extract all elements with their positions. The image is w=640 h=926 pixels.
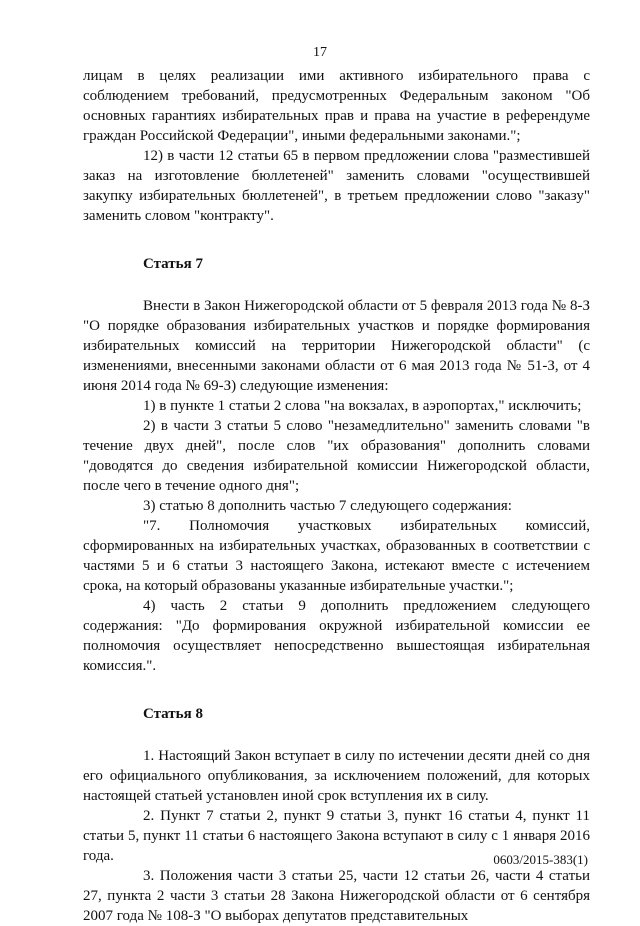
article-8-paragraph-1: 1. Настоящий Закон вступает в силу по истечении десяти дней со дня его официального опубликования, за исключением положений, для которых настоящей статьей установлен иной срок вступления их в силу.	[83, 748, 590, 804]
article-8-paragraph-2: 2. Пункт 7 статьи 2, пункт 9 статьи 3, пункт 16 статьи 4, пункт 11 статьи 5, пункт 11 статьи 6 настоящего Закона вступают в силу с 1 января 2016 года.	[83, 808, 590, 864]
article-7-item-3: 3) статью 8 дополнить частью 7 следующего содержания:	[143, 498, 512, 514]
article-7-item-3-quote: "7. Полномочия участковых избирательных комиссий, сформированных на избирательных участках, образованных в соответствии с частями 5 и 6 статьи 3 настоящего Закона, истекают вместе с истечением срока, на который образованы указанные избирательные участки.";	[83, 518, 590, 594]
article-8-heading: Статья 8	[143, 706, 203, 722]
article-7-intro: Внести в Закон Нижегородской области от 5 февраля 2013 года № 8-З "О порядке образования избирательных участков и порядке формирования избирательных комиссий на территории Нижегородской области" (с изменениями, внесенными законами области от 6 мая 2013 года № 51-З, от 4 июня 2014 года № 69-З) следующие изменения:	[83, 298, 590, 394]
document-body	[83, 66, 590, 926]
amendment-item-12: 12) в части 12 статьи 65 в первом предложении слова "разместившей заказ на изготовление бюллетеней" заменить словами "осуществившей закупку избирательных бюллетеней", в третьем предложении слово "заказу" заменить словом "контракту".	[83, 148, 590, 224]
continuation-paragraph: лицам в целях реализации ими активного избирательного права с соблюдением требований, предусмотренных Федеральным законом "Об основных гарантиях избирательных прав и права на участие в референдуме граждан Российской Федерации", иными федеральными законами.";	[83, 68, 590, 144]
document-code: 0603/2015-383(1)	[493, 852, 588, 867]
article-7-item-1: 1) в пункте 1 статьи 2 слова "на вокзалах, в аэропортах," исключить;	[143, 398, 582, 414]
page-number: 17	[313, 45, 327, 60]
article-7-heading: Статья 7	[143, 256, 203, 272]
article-8-paragraph-3: 3. Положения части 3 статьи 25, части 12 статьи 26, части 4 статьи 27, пункта 2 части 3 статьи 28 Закона Нижегородской области от 6 сентября 2007 года № 108-З "О выборах депутатов представительных	[83, 868, 590, 924]
article-7-item-4: 4) часть 2 статьи 9 дополнить предложением следующего содержания: "До формирования окружной избирательной комиссии ее полномочия осуществляет непосредственно вышестоящая избирательная комиссия.".	[83, 598, 590, 674]
article-7-item-2: 2) в части 3 статьи 5 слово "незамедлительно" заменить словами "в течение двух дней", после слов "их образования" дополнить словами "доводятся до сведения избирательной комиссии Нижегородской области, после чего в течение одного дня";	[83, 418, 590, 494]
